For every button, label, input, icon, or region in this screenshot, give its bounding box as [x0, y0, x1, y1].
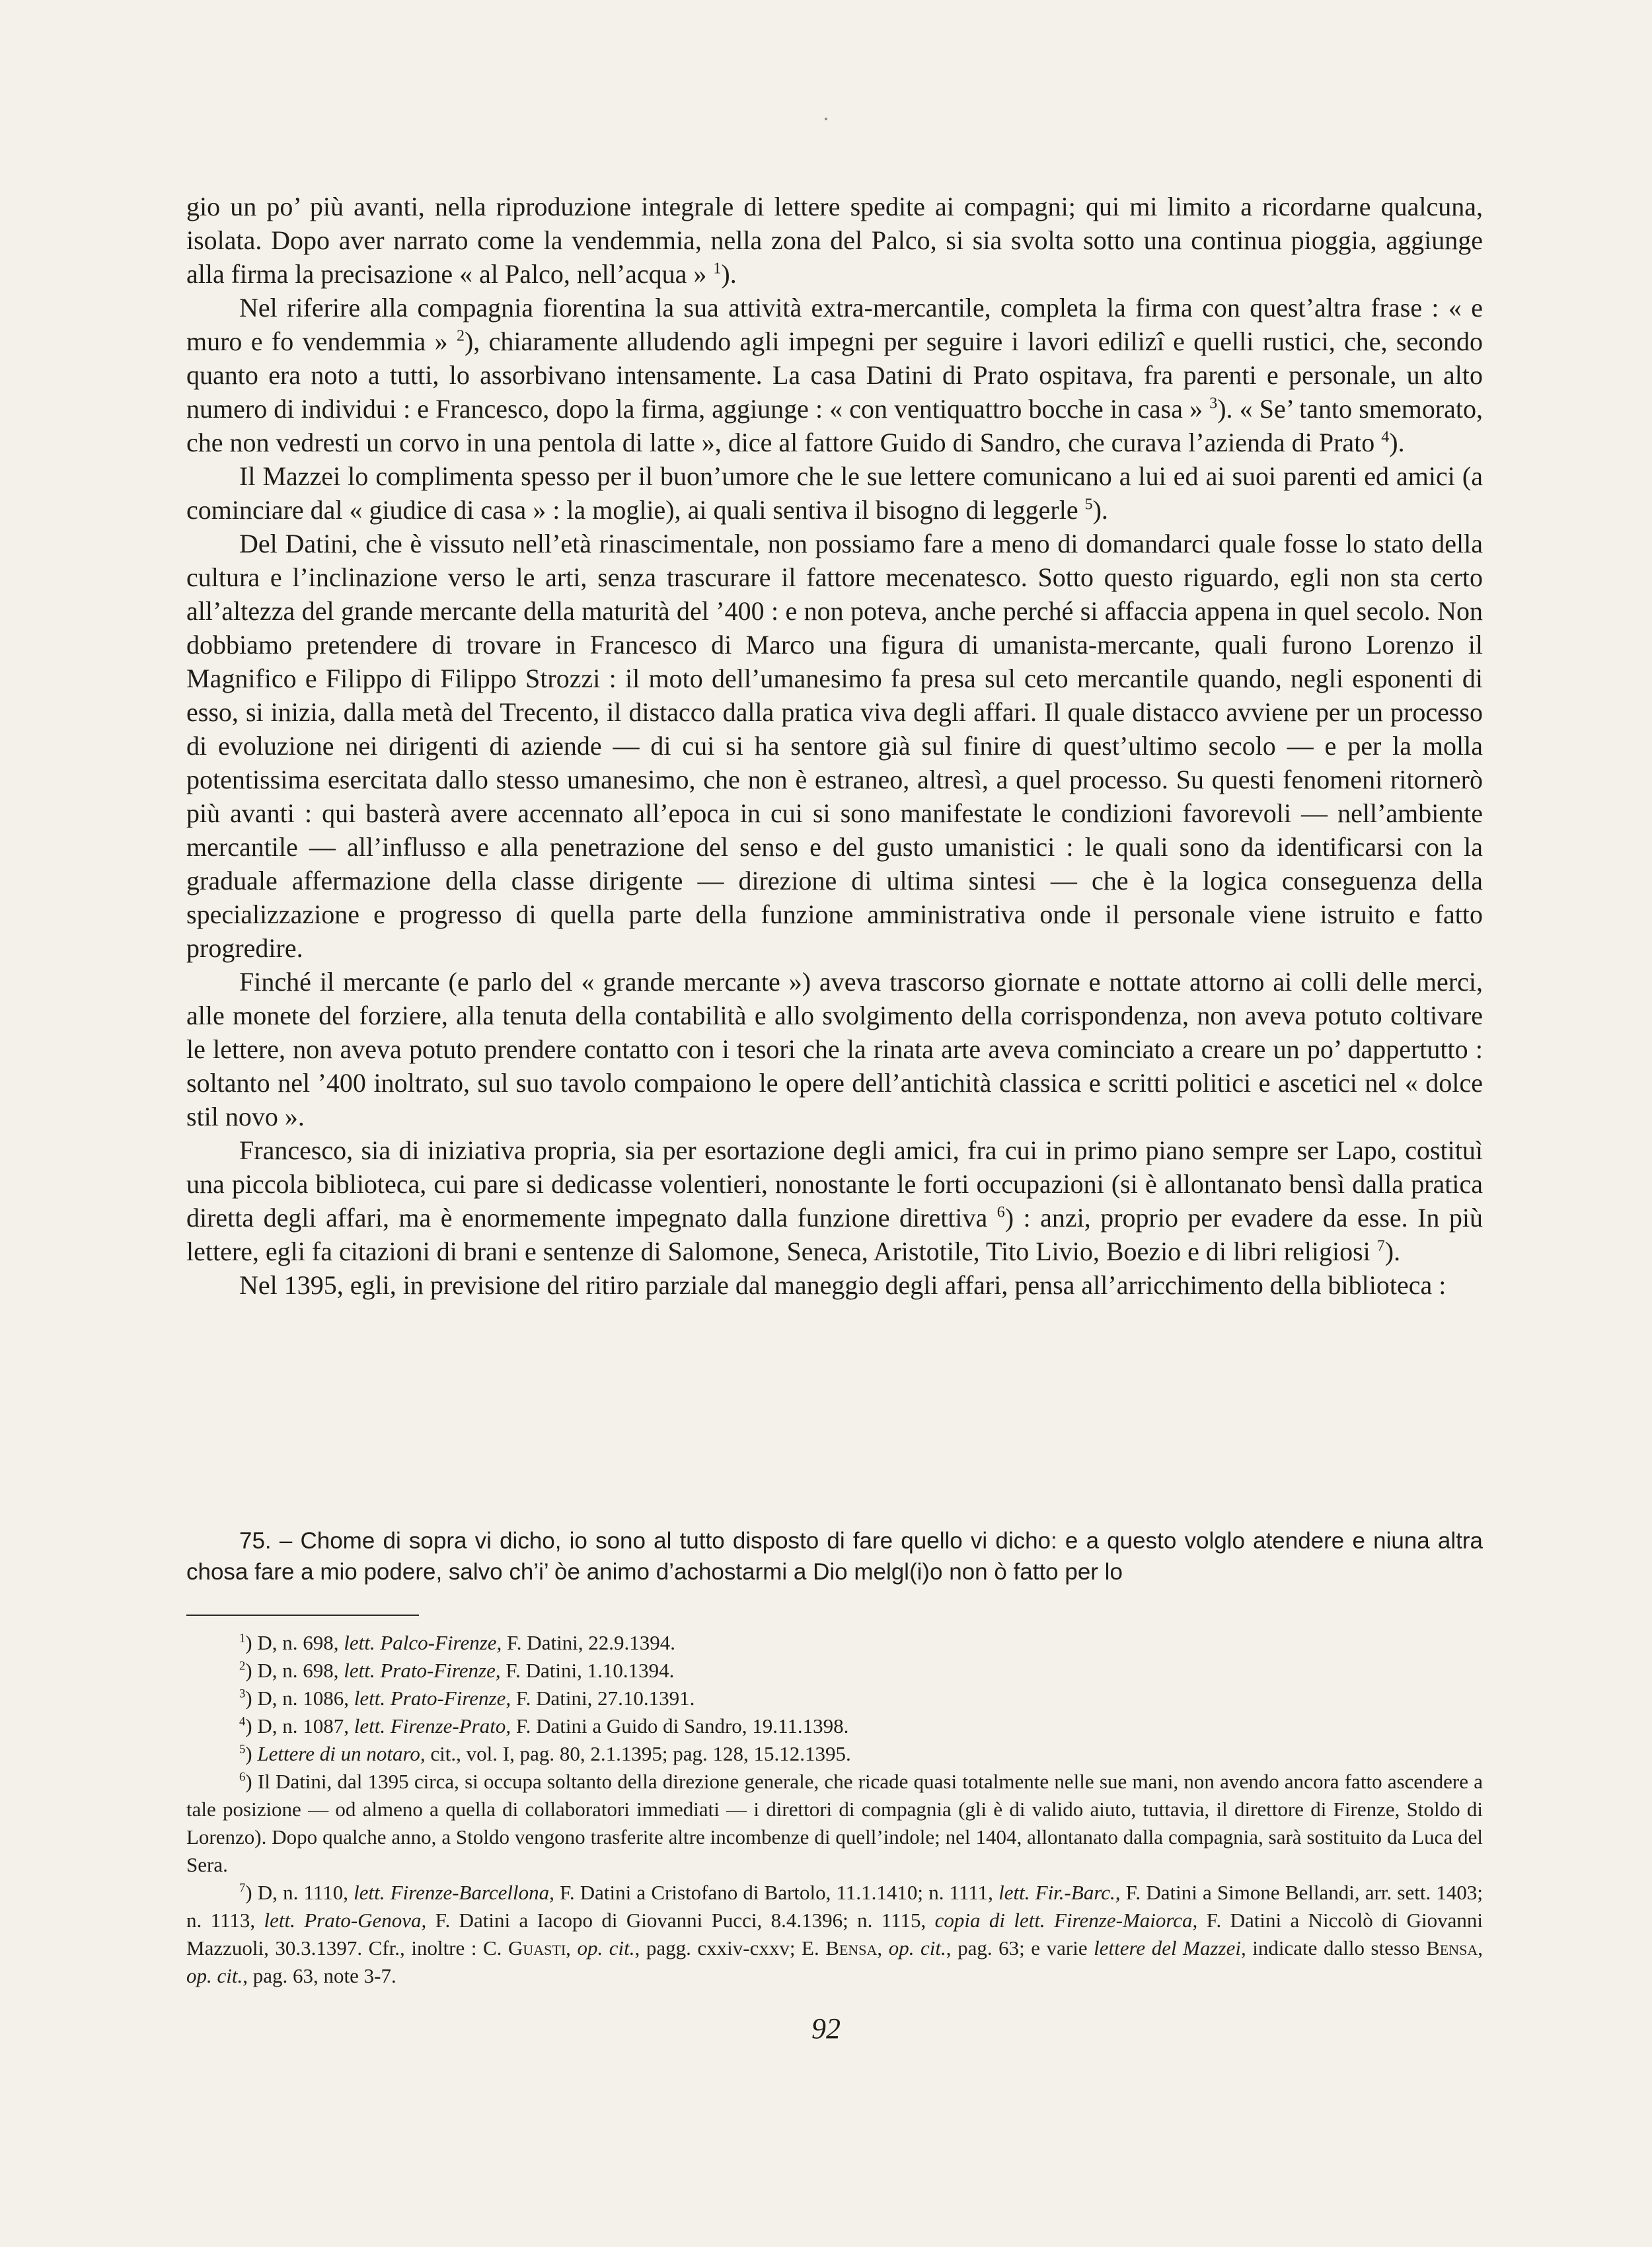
footnote: $^3$) D, n. 1086, lett. Prato-Firenze, F. Datini, 27.10.1391.	[239, 1687, 695, 1710]
paragraph: Francesco, sia di iniziativa propria, sia per esortazione degli amici, fra cui in primo piano sempre ser Lapo, costituì una piccola biblioteca, cui pare si dedicasse volentieri, nonostante le forti occupazioni (si è allontanato bensì dalla pratica diretta degli affari, ma è enormemente impegnato dalla funzione direttiva $^6$) : anzi, proprio per evadere da esse. In più lettere, egli fa citazioni di brani e sentenze di Salomone, Seneca, Aristotile, Tito Livio, Boezio e di libri religiosi $^7$).	[186, 1135, 1483, 1266]
paragraph: Nel 1395, egli, in previsione del ritiro parziale dal maneggio degli affari, pensa all’arricchimento della biblioteca :	[239, 1270, 1446, 1300]
paragraph: Finché il mercante (e parlo del « grande mercante ») aveva trascorso giornate e nottate attorno ai colli delle merci, alle monete del forziere, alla tenuta della contabilità e allo svolgimento della corrispondenza, non aveva potuto coltivare le lettere, non aveva potuto prendere contatto con i tesori che la rinata arte aveva cominciato a creare un po’ dappertutto : soltanto nel ’400 inoltrato, sul suo tavolo compaiono le opere dell’antichità classica e scritti politici e ascetici nel « dolce stil novo ».	[186, 967, 1483, 1131]
paragraph: gio un po’ più avanti, nella riproduzione integrale di lettere spedite ai compagni; qui mi limito a ricordarne qualcuna, isolata. Dopo aver narrato come la vendemmia, nella zona del Palco, si sia svolta sotto una continua pioggia, aggiunge alla firma la precisazione « al Palco, nell’acqua » $^1$).	[186, 192, 1483, 289]
footnotes	[186, 1629, 1483, 1990]
paper-speck	[825, 118, 827, 120]
footnote-ref: 3	[1209, 395, 1218, 412]
page-number: 92	[811, 2012, 841, 2045]
paragraph: Il Mazzei lo complimenta spesso per il buon’umore che le sue lettere comunicano a lui ed ai suoi parenti ed amici (a cominciare dal « giudice di casa » : la moglie), ai quali sentiva il bisogno di leggerle $^5$).	[186, 461, 1483, 525]
main-text	[186, 190, 1483, 1302]
footnote: $^2$) D, n. 698, lett. Prato-Firenze, F. Datini, 1.10.1394.	[239, 1659, 675, 1682]
footnote-ref: 4	[1381, 428, 1390, 446]
footnote-divider	[186, 1615, 419, 1616]
footnote-ref: 6	[996, 1203, 1005, 1221]
footnote-ref: 7	[1376, 1237, 1385, 1255]
footnote-ref: 1	[713, 260, 722, 278]
footnote: $^6$) Il Datini, dal 1395 circa, si occupa soltanto della direzione generale, che ricade quasi totalmente nelle sue mani, non avendo ancora fatto ascendere a tale posizione — od almeno a quella di collaboratori immediati — i direttori di compagnia (gli è di valido aiuto, tuttavia, il direttore di Firenze, Stoldo di Lorenzo). Dopo qualche anno, a Stoldo vengono trasferite altre incombenze di quell’indole; nel 1404, allontanato dalla compagnia, sarà sostituito da Luca del Sera.	[186, 1770, 1483, 1876]
footnote-ref: 5	[1084, 496, 1093, 514]
footnote: $^7$) D, n. 1110, lett. Firenze-Barcellona, F. Datini a Cristofano di Bartolo, 11.1.1410; n. 1111, lett. Fir.-Barc., F. Datini a Simone Bellandi, arr. sett. 1403; n. 1113, lett. Prato-Genova, F. Datini a Iacopo di Giovanni Pucci, 8.4.1396; n. 1115, copia di lett. Firenze-Maiorca, F. Datini a Niccolò di Giovanni Mazzuoli, 30.3.1397. Cfr., inoltre : C. Guasti, op. cit., pagg. cxxiv-cxxv; E. Bensa, op. cit., pag. 63; e varie lettere del Mazzei, indicate dallo stesso Bensa, op. cit., pag. 63, note 3-7.	[186, 1881, 1483, 1987]
paragraph: Del Datini, che è vissuto nell’età rinascimentale, non possiamo fare a meno di domandarci quale fosse lo stato della cultura e l’inclinazione verso le arti, senza trascurare il fattore mecenatesco. Sotto questo riguardo, egli non sta certo all’altezza del grande mercante della maturità del ’400 : e non poteva, anche perché si affaccia appena in quel secolo. Non dobbiamo pretendere di trovare in Francesco di Marco una figura di umanista-mercante, quali furono Lorenzo il Magnifico e Filippo di Filippo Strozzi : il moto dell’umanesimo fa presa sul ceto mercantile quando, negli esponenti di esso, si inizia, dalla metà del Trecento, il distacco dalla pratica viva degli affari. Il quale distacco avviene per un processo di evoluzione nei dirigenti di aziende — di cui si ha sentore già sul finire di quest’ultimo secolo — e per la molla potentissima esercitata dallo stesso umanesimo, che non è estraneo, altresì, a quel processo. Su questi fenomeni ritornerò più avanti : qui basterà avere accennato all’epoca in cui si sono manifestate le condizioni favorevoli — nell’ambiente mercantile — all’influsso e alla penetrazione del senso e del gusto umanistici : le quali sono da identificarsi con la graduale affermazione della classe dirigente — direzione di ultima sintesi — che è la logica conseguenza della specializzazione e progresso di quella parte della funzione amministrativa onde il personale viene istruito e fatto progredire.	[186, 529, 1483, 963]
footnote-ref: 2	[456, 327, 465, 345]
footnote: $^4$) D, n. 1087, lett. Firenze-Prato, F. Datini a Guido di Sandro, 19.11.1398.	[239, 1714, 849, 1737]
letter-quotation: 75. – Chome di sopra vi dicho, io sono al tutto disposto di fare quello vi dicho: e a questo volglo atendere e niuna altra chosa fare a mio podere, salvo ch’i’ òe animo d’achostarmi a Dio melgl(i)o non ò fatto per lo	[186, 1528, 1483, 1585]
footnote: $^1$) D, n. 698, lett. Palco-Firenze, F. Datini, 22.9.1394.	[239, 1631, 676, 1654]
paragraph: Nel riferire alla compagnia fiorentina la sua attività extra-mercantile, completa la firma con quest’altra frase : « e muro e fo vendemmia » $^2$), chiaramente alludendo agli impegni per seguire i lavori edilizî e quelli rustici, che, secondo quanto era noto a tutti, lo assorbivano intensamente. La casa Datini di Prato ospitava, fra parenti e personale, un alto numero di individui : e Francesco, dopo la firma, aggiunge : « con ventiquattro bocche in casa » $^3$). « Se’ tanto smemorato, che non vedresti un corvo in una pentola di latte », dice al fattore Guido di Sandro, che curava l’azienda di Prato $^4$).	[186, 293, 1483, 457]
footnote: $^5$) Lettere di un notaro, cit., vol. I, pag. 80, 2.1.1395; pag. 128, 15.12.1395.	[239, 1742, 851, 1765]
